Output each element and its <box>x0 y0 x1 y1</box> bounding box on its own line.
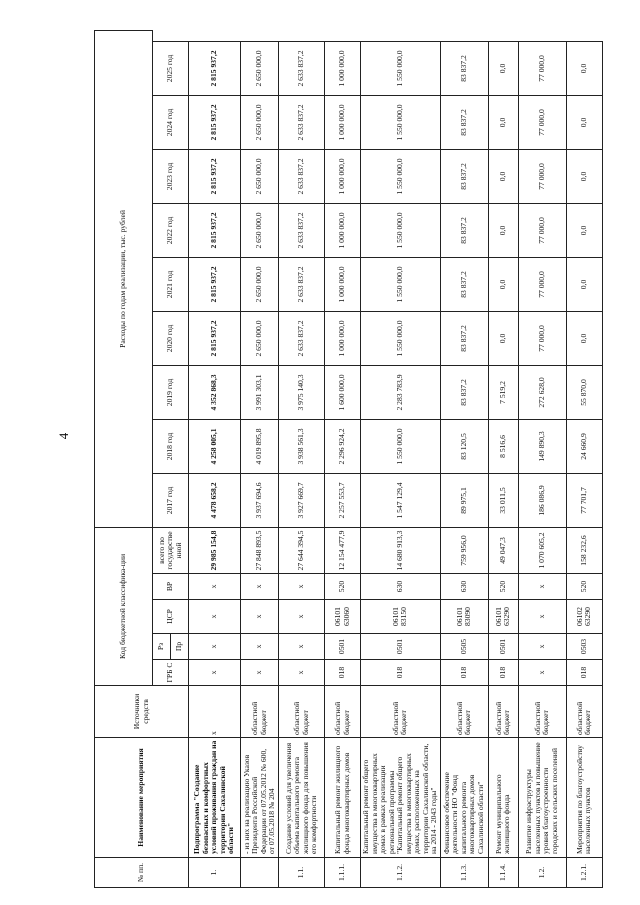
row-year-value: 2 815 937,2 <box>189 41 241 95</box>
row-year-value: 0,0 <box>488 95 518 149</box>
row-year-value: 77 000,0 <box>518 41 566 95</box>
row-total: 49 047,3 <box>488 527 518 573</box>
row-name: Финансовое обеспечение деятельности НО "Фонд капитального ремонта многоквартирных домов Сахалинской области" <box>440 738 488 858</box>
row-year-value: 1 000 000,0 <box>325 149 361 203</box>
row-csr: x <box>518 600 566 634</box>
row-year-value: 1 000 000,0 <box>325 311 361 365</box>
row-year-value: 83 837,2 <box>440 41 488 95</box>
header-vr: ВР <box>153 574 189 600</box>
row-year-value: 0,0 <box>488 149 518 203</box>
row-year-value: 1 000 000,0 <box>325 95 361 149</box>
row-grbs: x <box>518 660 566 686</box>
row-num: 1.2.1. <box>566 858 602 888</box>
row-grbs: 018 <box>440 660 488 686</box>
row-year-value: 1 550 000,0 <box>361 149 441 203</box>
row-year-value: 77 000,0 <box>518 311 566 365</box>
row-year-value: 33 011,5 <box>488 473 518 527</box>
table-row <box>325 31 361 888</box>
row-year-value: 83 837,2 <box>440 257 488 311</box>
row-year-value: 1 550 000,0 <box>361 257 441 311</box>
row-year-value: 83 120,5 <box>440 419 488 473</box>
table-row <box>279 31 325 888</box>
row-year-value: 1 000 000,0 <box>325 257 361 311</box>
row-year-value: 0,0 <box>566 203 602 257</box>
row-year-value: 0,0 <box>488 311 518 365</box>
row-year-value: 4 352 868,3 <box>189 365 241 419</box>
table-row <box>241 31 279 888</box>
row-grbs: x <box>279 660 325 686</box>
row-year-value: 2 815 937,2 <box>189 149 241 203</box>
row-num: 1.1.1. <box>325 858 361 888</box>
row-year-value: 2 633 837,2 <box>279 203 325 257</box>
row-year-value: 83 837,2 <box>440 311 488 365</box>
row-year-value: 4 478 658,2 <box>189 473 241 527</box>
page-number: 4 <box>56 432 71 440</box>
row-name: Подпрограмма "Создание безопасных и комфортных условий проживания граждан на территории Сахалинской области" <box>189 738 241 858</box>
row-vr: 520 <box>566 574 602 600</box>
header-year: 2020 год <box>153 311 189 365</box>
row-year-value: 0,0 <box>566 95 602 149</box>
header-year: 2017 год <box>153 473 189 527</box>
table-row <box>518 31 566 888</box>
row-year-value: 0,0 <box>488 257 518 311</box>
row-year-value: 77 000,0 <box>518 203 566 257</box>
row-year-value: 83 837,2 <box>440 149 488 203</box>
row-vr: 520 <box>325 574 361 600</box>
row-rz: 0505 <box>440 634 488 660</box>
row-year-value: 8 516,6 <box>488 419 518 473</box>
row-rz: 0501 <box>361 634 441 660</box>
row-year-value: 3 975 140,3 <box>279 365 325 419</box>
row-csr: x <box>189 600 241 634</box>
row-year-value: 77 701,7 <box>566 473 602 527</box>
row-total: 14 680 913,3 <box>361 527 441 573</box>
row-total: 29 985 154,8 <box>189 527 241 573</box>
table-row <box>488 31 518 888</box>
row-year-value: 2 815 937,2 <box>189 311 241 365</box>
row-source: областной бюджет <box>241 686 279 738</box>
header-name: Наименование мероприятия <box>95 738 189 858</box>
row-year-value: 7 519,2 <box>488 365 518 419</box>
row-year-value: 2 633 837,2 <box>279 41 325 95</box>
row-rz: x <box>279 634 325 660</box>
row-year-value: 1 550 000,0 <box>361 95 441 149</box>
row-csr: x <box>279 600 325 634</box>
row-total: 1 070 605,2 <box>518 527 566 573</box>
row-source: областной бюджет <box>566 686 602 738</box>
header-code-group: Код бюджетной классифика-ции <box>95 527 153 685</box>
row-vr: 630 <box>361 574 441 600</box>
row-year-value: 0,0 <box>566 257 602 311</box>
row-year-value: 83 837,2 <box>440 365 488 419</box>
row-num: 1.1. <box>279 858 325 888</box>
row-csr: 06101 63290 <box>488 600 518 634</box>
header-year: 2022 год <box>153 203 189 257</box>
header-rz: Рз <box>153 634 171 660</box>
row-num: 1.1.2. <box>361 858 441 888</box>
row-num: 1.1.3. <box>440 858 488 888</box>
row-year-value: 0,0 <box>488 203 518 257</box>
row-name: Капитальный ремонт общего имущества в многоквартирных домах в рамках реализации региональной программы "Капитальный ремонт общего имущества в многоквартирных домах, расположенных на территории Сахалинской области, на 2014 - 2043 годы" <box>361 738 441 858</box>
header-expenses-group: Расходы по годам реализации, тыс. рублей <box>95 31 153 528</box>
row-year-value: 2 650 000,0 <box>241 203 279 257</box>
row-year-value: 272 628,0 <box>518 365 566 419</box>
row-source: областной бюджет <box>518 686 566 738</box>
header-year: 2019 год <box>153 365 189 419</box>
row-year-value: 1 000 000,0 <box>325 203 361 257</box>
row-year-value: 2 815 937,2 <box>189 257 241 311</box>
row-csr: 06101 63060 <box>325 600 361 634</box>
row-csr: 06101 83090 <box>440 600 488 634</box>
header-num: № пп. <box>95 858 189 888</box>
table-row <box>440 31 488 888</box>
row-rz: 0501 <box>488 634 518 660</box>
row-year-value: 2 633 837,2 <box>279 149 325 203</box>
row-year-value: 83 837,2 <box>440 95 488 149</box>
row-year-value: 77 000,0 <box>518 257 566 311</box>
row-year-value: 55 870,0 <box>566 365 602 419</box>
row-year-value: 4 258 005,1 <box>189 419 241 473</box>
row-rz: x <box>518 634 566 660</box>
row-source: областной бюджет <box>279 686 325 738</box>
row-vr: 520 <box>488 574 518 600</box>
row-grbs: 018 <box>361 660 441 686</box>
row-year-value: 0,0 <box>566 311 602 365</box>
row-total: 12 154 477,9 <box>325 527 361 573</box>
row-vr: 630 <box>440 574 488 600</box>
row-year-value: 24 660,9 <box>566 419 602 473</box>
row-vr: x <box>518 574 566 600</box>
row-csr: 06101 83150 <box>361 600 441 634</box>
row-total: 27 644 394,5 <box>279 527 325 573</box>
row-year-value: 0,0 <box>566 149 602 203</box>
row-year-value: 3 991 303,1 <box>241 365 279 419</box>
header-year: 2025 год <box>153 41 189 95</box>
table-row <box>566 31 602 888</box>
header-source: Источники средств <box>95 686 189 738</box>
row-csr: x <box>241 600 279 634</box>
row-year-value: 1 550 000,0 <box>361 311 441 365</box>
row-year-value: 2 650 000,0 <box>241 95 279 149</box>
row-source: областной бюджет <box>325 686 361 738</box>
row-name: Капитальный ремонт жилищного фонда многоквартирных домов <box>325 738 361 858</box>
row-source: x <box>189 686 241 738</box>
row-total: 759 956,0 <box>440 527 488 573</box>
row-source: областной бюджет <box>488 686 518 738</box>
row-year-value: 1 600 000,0 <box>325 365 361 419</box>
row-grbs: x <box>241 660 279 686</box>
rotated-table-container <box>94 30 614 888</box>
row-rz: x <box>189 634 241 660</box>
row-year-value: 186 086,9 <box>518 473 566 527</box>
header-total: всего по государственной <box>153 527 189 573</box>
row-year-value: 149 890,3 <box>518 419 566 473</box>
row-year-value: 2 815 937,2 <box>189 95 241 149</box>
header-year: 2024 год <box>153 95 189 149</box>
row-year-value: 3 927 669,7 <box>279 473 325 527</box>
row-year-value: 1 000 000,0 <box>325 41 361 95</box>
header-pr: Пр <box>171 634 189 660</box>
row-year-value: 2 650 000,0 <box>241 257 279 311</box>
row-year-value: 77 000,0 <box>518 149 566 203</box>
row-name: Создание условий для увеличения объема капитального ремонта жилищного фонда для повышения его комфортности <box>279 738 325 858</box>
row-rz: 0501 <box>325 634 361 660</box>
row-vr: x <box>189 574 241 600</box>
row-num: 1.1.4. <box>488 858 518 888</box>
row-source: областной бюджет <box>440 686 488 738</box>
row-name: - из них на реализацию Указов Президента Российской Федерации от 07.05.2012 № 600, от 07.05.2018 № 204 <box>241 738 279 858</box>
header-year: 2023 год <box>153 149 189 203</box>
row-year-value: 2 650 000,0 <box>241 41 279 95</box>
row-grbs: x <box>189 660 241 686</box>
row-year-value: 0,0 <box>566 41 602 95</box>
row-year-value: 1 550 000,0 <box>361 41 441 95</box>
row-year-value: 2 633 837,2 <box>279 95 325 149</box>
row-name: Развитие инфраструктуры населенных пунктов и повышение уровня благоустроенности городских и сельских поселений <box>518 738 566 858</box>
row-year-value: 4 019 895,8 <box>241 419 279 473</box>
row-rz: x <box>241 634 279 660</box>
row-vr: x <box>279 574 325 600</box>
row-year-value: 2 283 783,9 <box>361 365 441 419</box>
row-source: областной бюджет <box>361 686 441 738</box>
row-year-value: 83 837,2 <box>440 203 488 257</box>
row-grbs: 018 <box>566 660 602 686</box>
row-num <box>241 858 279 888</box>
row-year-value: 3 938 561,3 <box>279 419 325 473</box>
row-year-value: 0,0 <box>488 41 518 95</box>
row-grbs: 018 <box>325 660 361 686</box>
row-year-value: 2 257 553,7 <box>325 473 361 527</box>
row-year-value: 2 633 837,2 <box>279 257 325 311</box>
row-year-value: 77 000,0 <box>518 95 566 149</box>
row-csr: 06102 63290 <box>566 600 602 634</box>
row-vr: x <box>241 574 279 600</box>
row-grbs: 018 <box>488 660 518 686</box>
table-row <box>189 31 241 888</box>
row-year-value: 3 937 694,6 <box>241 473 279 527</box>
budget-table <box>94 30 603 888</box>
row-year-value: 2 650 000,0 <box>241 311 279 365</box>
row-year-value: 1 547 129,4 <box>361 473 441 527</box>
row-year-value: 2 650 000,0 <box>241 149 279 203</box>
row-total: 158 232,6 <box>566 527 602 573</box>
header-csr: ЦСР <box>153 600 189 634</box>
row-year-value: 1 550 000,0 <box>361 419 441 473</box>
header-year: 2018 год <box>153 419 189 473</box>
row-year-value: 2 296 924,2 <box>325 419 361 473</box>
row-name: Мероприятия по благоустройству населенных пунктов <box>566 738 602 858</box>
row-year-value: 2 815 937,2 <box>189 203 241 257</box>
header-grbs: ГРБ С <box>153 660 189 686</box>
row-name: Ремонт муниципального жилищного фонда <box>488 738 518 858</box>
row-year-value: 89 975,1 <box>440 473 488 527</box>
header-year: 2021 год <box>153 257 189 311</box>
row-num: 1.2. <box>518 858 566 888</box>
row-year-value: 2 633 837,2 <box>279 311 325 365</box>
row-total: 27 848 893,5 <box>241 527 279 573</box>
row-num: 1. <box>189 858 241 888</box>
row-year-value: 1 550 000,0 <box>361 203 441 257</box>
row-rz: 0503 <box>566 634 602 660</box>
table-row <box>361 31 441 888</box>
